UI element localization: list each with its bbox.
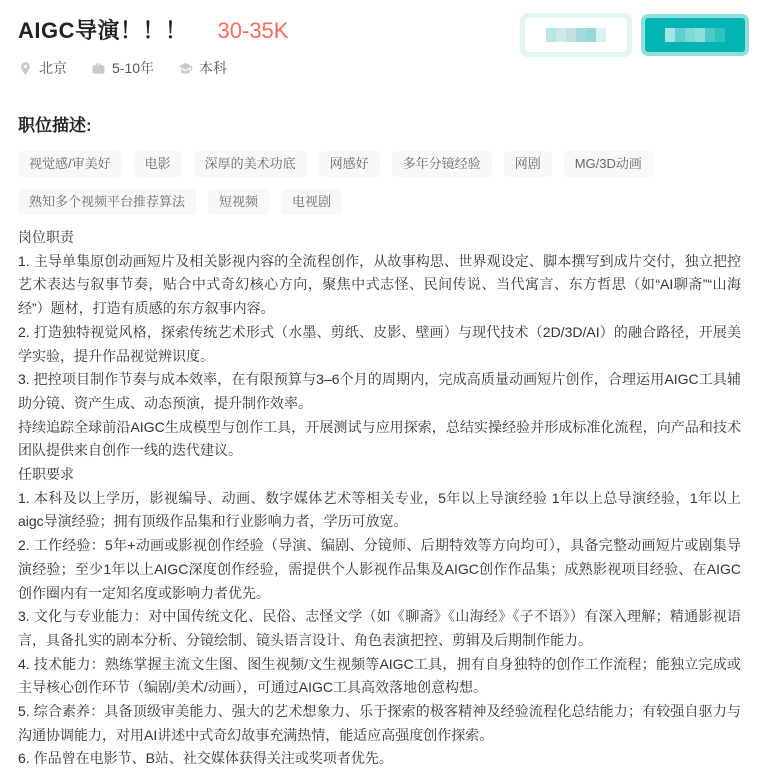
location-pin-icon bbox=[18, 61, 33, 76]
tag-list bbox=[18, 151, 741, 215]
job-meta-row bbox=[18, 58, 741, 78]
section-paragraph: 5. 综合素养：具备顶级审美能力、强大的艺术想象力、乐于探索的极客精神及经验流程化总结能力；有较强自驱力与沟通协调能力，对用AI讲述中式奇幻故事充满热情，能适应高强度创作探索。 bbox=[18, 703, 741, 743]
section-paragraph: 2. 工作经验：5年+动画或影视创作经验（导演、编剧、分镜师、后期特效等方向均可），具备完整动画短片或剧集导演经验；至少1年以上AIGC深度创作经验，需提供个人影视作品集及AIGC创作作品集；成熟影视项目经验、在AIGC创作圈内有一定知名度或影响力者优先。 bbox=[18, 537, 741, 601]
description-body bbox=[18, 226, 741, 771]
section-paragraph: 1. 本科及以上学历，影视编导、动画、数字媒体艺术等相关专业，5年以上导演经验 1年以上总导演经验，1年以上aigc导演经验；拥有顶级作品集和行业影响力者，学历可放宽。 bbox=[18, 489, 741, 530]
job-tag: 短视频 bbox=[208, 189, 269, 215]
job-header bbox=[18, 14, 741, 78]
job-salary: 30-35K bbox=[217, 18, 289, 43]
job-tag: 多年分镜经验 bbox=[392, 151, 492, 177]
section-paragraph: 1. 主导单集原创动画短片及相关影视内容的全流程创作，从故事构思、世界观设定、脚本撰写到成片交付，独立把控艺术表达与叙事节奏，贴合中式奇幻核心方向，聚焦中式志怪、民间传说、当代寓言、东方哲思（如“AI聊斋”“山海经”）题材，打造有质感的东方叙事内容。 bbox=[18, 252, 741, 317]
section-heading: 任职要求 bbox=[18, 466, 74, 483]
section-paragraph: 持续追踪全球前沿AIGC生成模型与创作工具，开展测试与应用探索，总结实操经验并形成标准化流程，向产品和技术团队提供来自创作一线的迭代建议。 bbox=[18, 418, 741, 459]
meta-label: 5-10年 bbox=[112, 60, 155, 76]
job-tag: 深厚的美术功底 bbox=[194, 151, 307, 177]
meta-item-5-10年 bbox=[91, 58, 154, 78]
job-tag: 网感好 bbox=[319, 151, 380, 177]
meta-item-北京 bbox=[18, 58, 67, 78]
job-tag: 电视剧 bbox=[281, 189, 342, 215]
job-tag: 视觉感/审美好 bbox=[18, 151, 122, 177]
section-paragraph: 6. 作品曾在电影节、B站、社交媒体获得关注或奖项者优先。 bbox=[18, 750, 393, 767]
job-tag: 网剧 bbox=[504, 151, 552, 177]
section-heading: 岗位职责 bbox=[18, 229, 74, 245]
redacted-button-text bbox=[665, 28, 725, 42]
redacted-secondary-button[interactable] bbox=[525, 18, 627, 52]
section-paragraph: 3. 把控项目制作节奏与成本效率，在有限预算与3–6个月的周期内，完成高质量动画短片创作，合理运用AIGC工具辅助分镜、资产生成、动态预演，提升制作效率。 bbox=[18, 371, 741, 411]
meta-item-本科 bbox=[178, 58, 227, 78]
header-actions bbox=[525, 18, 745, 52]
job-tag: 熟知多个视频平台推荐算法 bbox=[18, 189, 196, 215]
section-paragraph: 4. 技术能力：熟练掌握主流文生图、图生视频/文生视频等AIGC工具，拥有自身独特的创作工作流程；能独立完成或主导核心创作环节（编剧/美术/动画），可通过AIGC工具高效落地创意构想。 bbox=[18, 655, 741, 696]
redacted-primary-button[interactable] bbox=[645, 18, 745, 52]
briefcase-icon bbox=[91, 61, 106, 76]
graduation-cap-icon bbox=[178, 61, 193, 76]
job-tag: MG/3D动画 bbox=[564, 151, 653, 177]
job-tag: 电影 bbox=[134, 151, 182, 177]
section-paragraph: 2. 打造独特视觉风格，探索传统艺术形式（水墨、剪纸、皮影、壁画）与现代技术（2D/3D/AI）的融合路径，开展美学实验，提升作品视觉辨识度。 bbox=[18, 323, 741, 364]
meta-label: 北京 bbox=[39, 60, 67, 76]
meta-label: 本科 bbox=[199, 60, 228, 76]
section-paragraph: 3. 文化与专业能力：对中国传统文化、民俗、志怪文学（如《聊斋》《山海经》《子不语》）有深入理解；精通影视语言，具备扎实的剧本分析、分镜绘制、镜头语言设计、角色表演把控、剪辑及后期制作能力。 bbox=[18, 608, 741, 648]
redacted-button-text bbox=[546, 28, 606, 42]
job-title: AIGC导演！！！ bbox=[18, 18, 188, 43]
description-heading: 职位描述: bbox=[18, 116, 92, 135]
